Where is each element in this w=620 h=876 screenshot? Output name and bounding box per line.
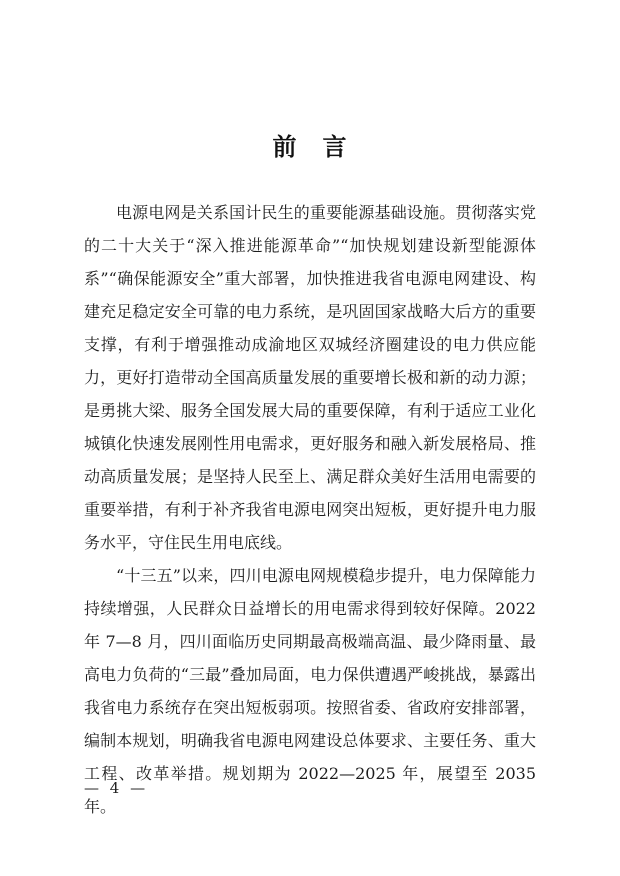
- page-number: — 4 —: [84, 779, 149, 797]
- paragraph-1: 电源电网是关系国计民生的重要能源基础设施。贯彻落实党的二十大关于“深入推进能源革命”“加快规划建设新型能源体系”“确保能源安全”重大部署，加快推进我省电源电网建设、构建充足稳定安全可靠的电力系统，是巩固国家战略大后方的重要支撑，有利于增强推动成渝地区双城经济圈建设的电力供应能力，更好打造带动全国高质量发展的重要增长极和新的动力源；是勇挑大梁、服务全国发展大局的重要保障，有利于适应工业化城镇化快速发展刚性用电需求，更好服务和融入新发展格局、推动高质量发展；是坚持人民至上、满足群众美好生活用电需要的重要举措，有利于补齐我省电源电网突出短板，更好提升电力服务水平，守住民生用电底线。: [84, 203, 536, 552]
- body-text: [84, 196, 536, 823]
- paragraph-2: “十三五”以来，四川电源电网规模稳步提升，电力保障能力持续增强，人民群众日益增长的用电需求得到较好保障。2022 年 7—8 月，四川面临历史同期最高极端高温、最少降雨量、最高电力负荷的“三最”叠加局面，电力保供遭遇严峻挑战，暴露出我省电力系统存在突出短板弱项。按照省委、省政府安排部署，编制本规划，明确我省电源电网建设总体要求、主要任务、重大工程、改革举措。规划期为 2022—2025 年，展望至 2035 年。: [84, 566, 536, 816]
- page-title: 前 言: [272, 132, 348, 161]
